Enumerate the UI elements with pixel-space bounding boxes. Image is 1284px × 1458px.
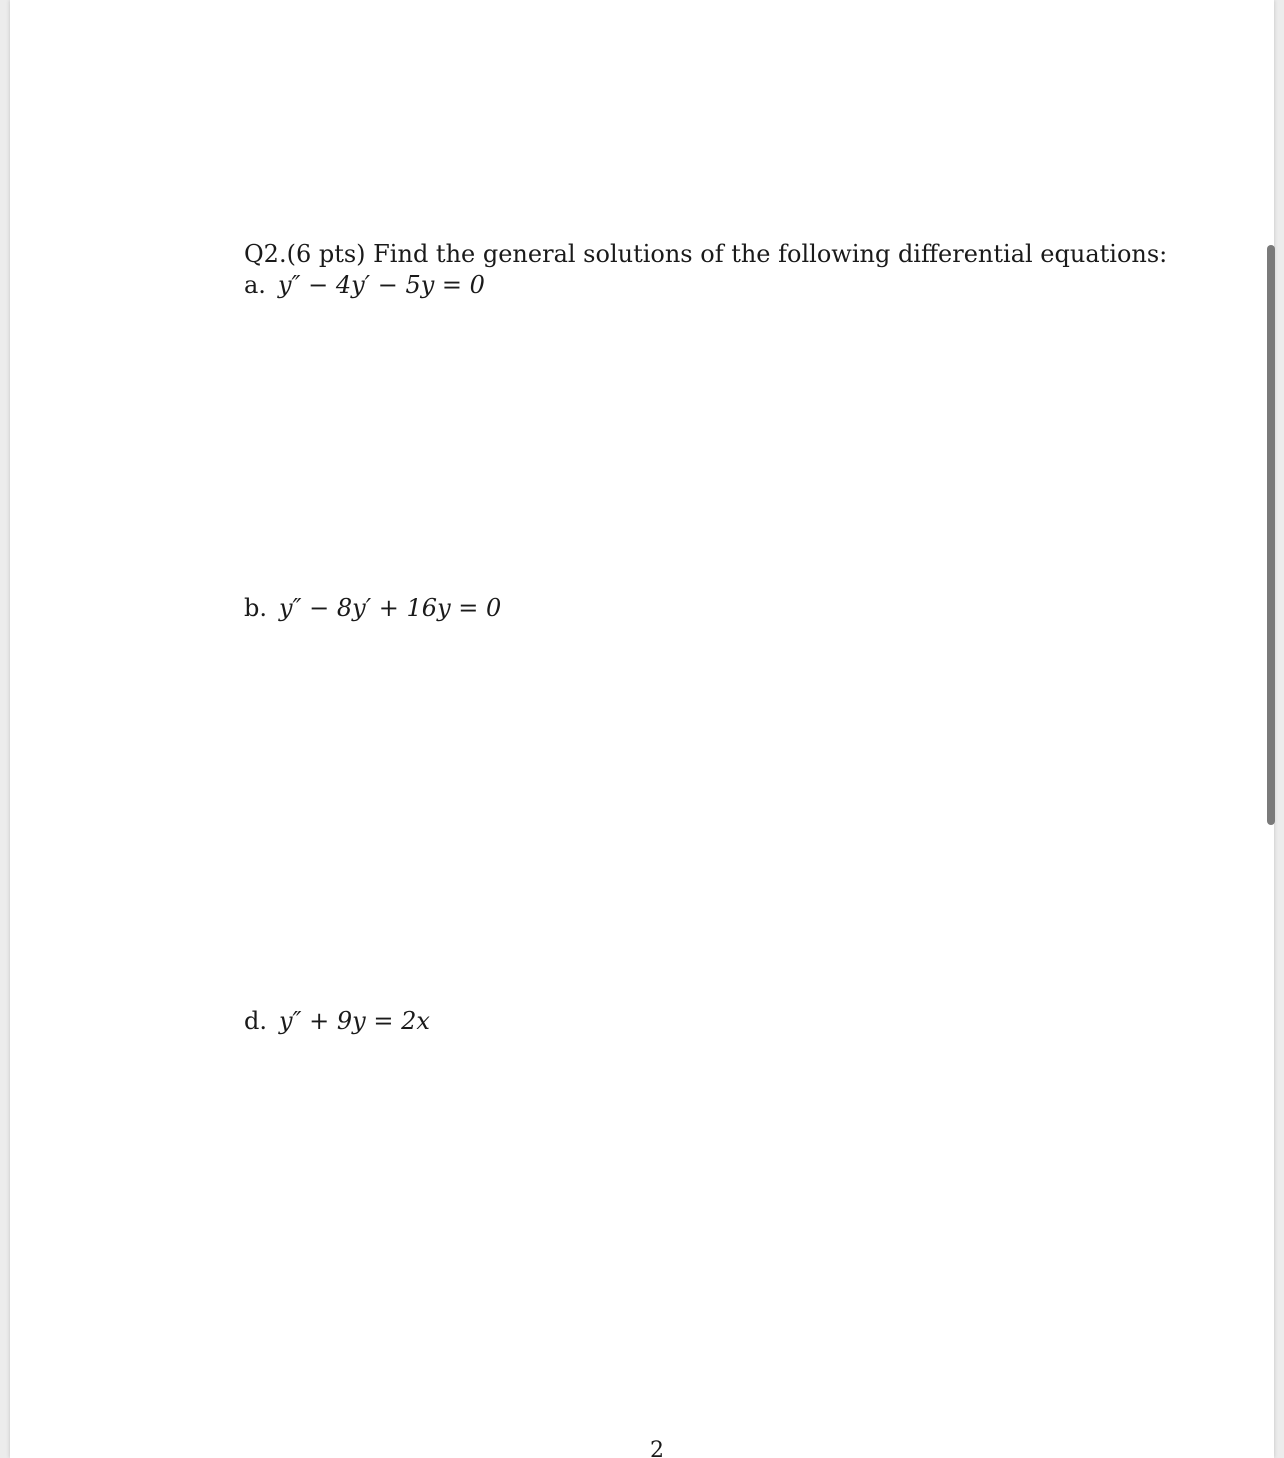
item-b bbox=[244, 594, 501, 622]
item-d bbox=[244, 1007, 430, 1035]
document-page bbox=[10, 0, 1274, 1458]
item-equation: y″ − 8y′ + 16y = 0 bbox=[279, 594, 502, 622]
scrollbar-thumb[interactable] bbox=[1267, 245, 1275, 825]
item-equation: y″ + 9y = 2x bbox=[279, 1007, 430, 1035]
vertical-scrollbar[interactable] bbox=[1266, 0, 1276, 1458]
item-label: b. bbox=[244, 594, 267, 622]
item-label: d. bbox=[244, 1007, 267, 1035]
item-equation: y″ − 4y′ − 5y = 0 bbox=[277, 271, 485, 299]
question-block bbox=[244, 239, 1167, 301]
item-a bbox=[244, 270, 1167, 301]
item-label: a. bbox=[244, 271, 266, 299]
page-number: 2 bbox=[650, 1438, 664, 1458]
question-heading: Q2.(6 pts) Find the general solutions of the following differential equations: bbox=[244, 240, 1168, 268]
